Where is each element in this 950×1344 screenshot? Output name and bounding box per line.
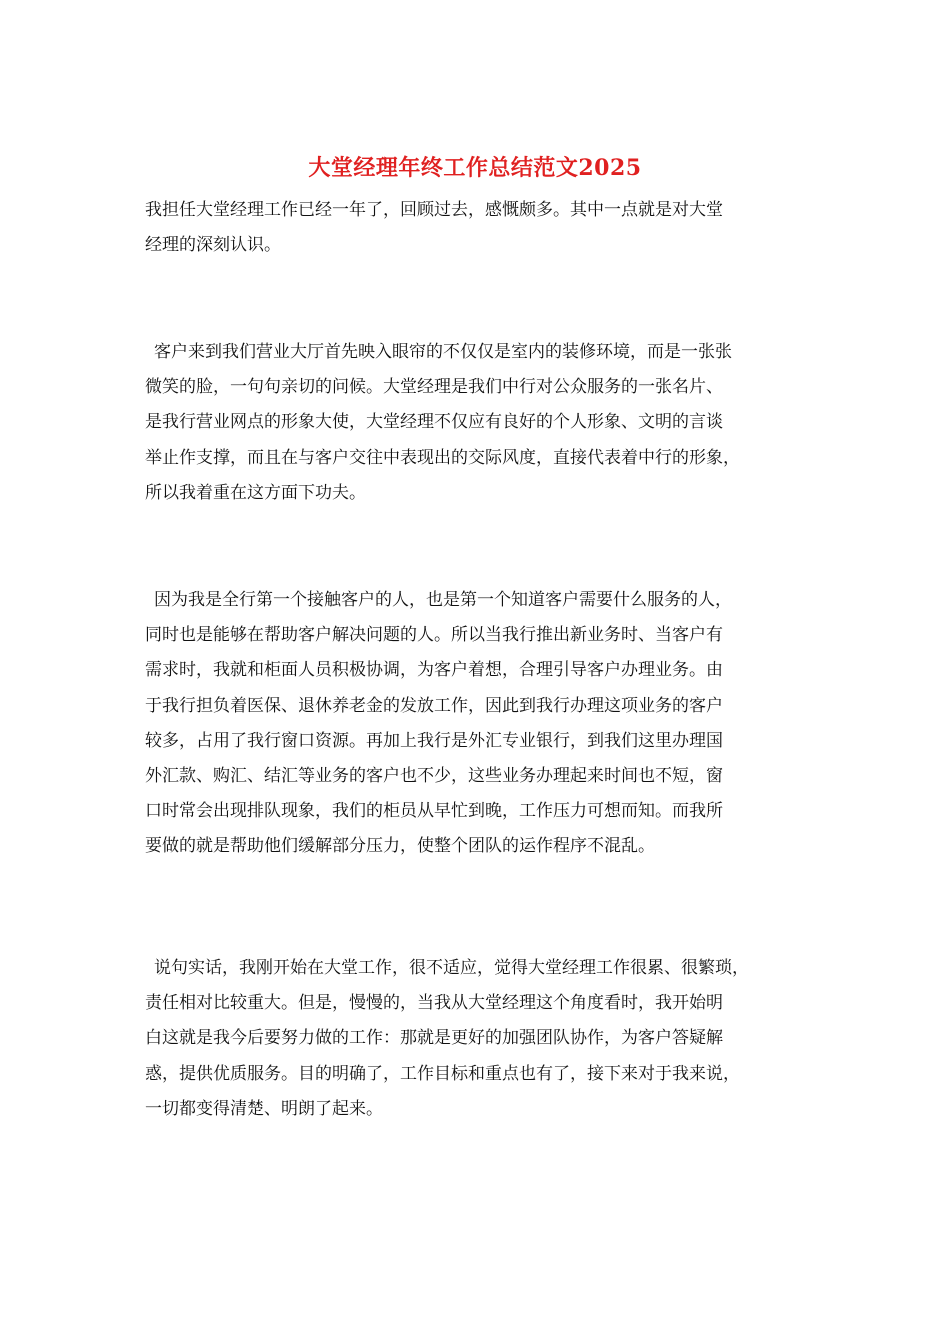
paragraph-line: 口时常会出现排队现象，我们的柜员从早忙到晚，工作压力可想而知。而我所 [145, 801, 723, 822]
paragraph-honest-reflection [145, 951, 815, 1127]
paragraph-line: 客户来到我们营业大厅首先映入眼帘的不仅仅是室内的装修环境，而是一张张 [154, 342, 732, 362]
paragraph-line: 要做的就是帮助他们缓解部分压力，使整个团队的运作程序不混乱。 [145, 836, 655, 857]
paragraph-line: 责任相对比较重大。但是，慢慢的，当我从大堂经理这个角度看时，我开始明 [145, 993, 723, 1014]
paragraph-line: 经理的深刻认识。 [145, 235, 281, 256]
paragraph-line: 因为我是全行第一个接触客户的人，也是第一个知道客户需要什么服务的人， [154, 590, 732, 610]
paragraph-line: 是我行营业网点的形象大使，大堂经理不仅应有良好的个人形象、文明的言谈 [145, 412, 723, 433]
paragraph-line: 惑，提供优质服务。目的明确了，工作目标和重点也有了，接下来对于我来说， [145, 1063, 740, 1084]
document-title: 大堂经理年终工作总结范文2025 [308, 155, 642, 181]
paragraph-line: 我担任大堂经理工作已经一年了，回顾过去，感慨颇多。其中一点就是对大堂 [145, 200, 723, 220]
paragraph-line: 说句实话，我刚开始在大堂工作，很不适应，觉得大堂经理工作很累、很繁琐， [154, 958, 749, 978]
paragraph-line: 举止作支撑，而且在与客户交往中表现出的交际风度，直接代表着中行的形象， [145, 447, 740, 468]
paragraph-line: 白这就是我今后要努力做的工作：那就是更好的加强团队协作，为客户答疑解 [145, 1028, 723, 1049]
paragraph-line: 微笑的脸，一句句亲切的问候。大堂经理是我们中行对公众服务的一张名片、 [145, 377, 723, 398]
paragraph-customer-impression [145, 335, 815, 511]
paragraph-line: 较多，占用了我行窗口资源。再加上我行是外汇专业银行，到我们这里办理国 [145, 730, 723, 751]
paragraph-line: 需求时，我就和柜面人员积极协调，为客户着想，合理引导客户办理业务。由 [145, 660, 723, 681]
paragraph-line: 所以我着重在这方面下功夫。 [145, 482, 366, 503]
paragraph-line: 一切都变得清楚、明朗了起来。 [145, 1098, 383, 1119]
paragraph-first-contact [145, 583, 815, 865]
paragraph-line: 同时也是能够在帮助客户解决问题的人。所以当我行推出新业务时、当客户有 [145, 625, 723, 646]
paragraph-intro [145, 193, 815, 263]
paragraph-line: 外汇款、购汇、结汇等业务的客户也不少，这些业务办理起来时间也不短，窗 [145, 766, 723, 787]
paragraph-line: 于我行担负着医保、退休养老金的发放工作，因此到我行办理这项业务的客户 [145, 695, 723, 716]
